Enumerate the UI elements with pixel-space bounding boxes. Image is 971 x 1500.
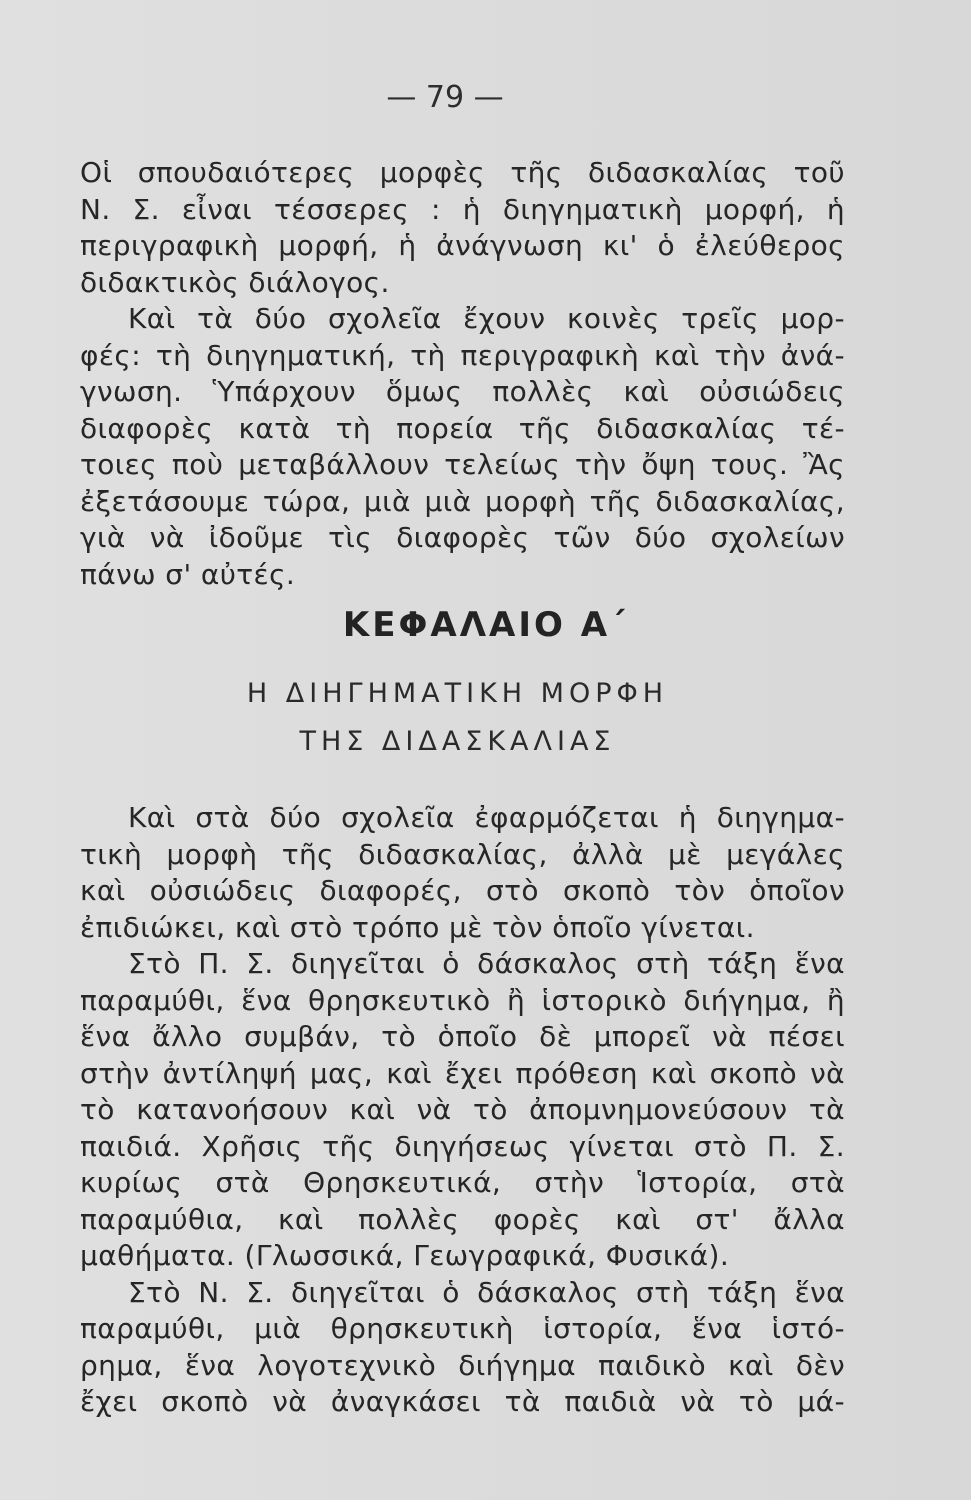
text-line: καὶ οὐσιώδεις διαφορές, στὸ σκοπὸ τὸν ὁποῖον [80,874,845,907]
text-line: διαφορὲς κατὰ τὴ πορεία τῆς διδασκαλίας τέ- [80,411,845,445]
text-line: Καὶ τὰ δύο σχολεῖα ἔχουν κοινὲς τρεῖς μορ- [128,302,845,335]
section-paragraph [80,800,845,1421]
text-line: τὸ κατανοήσουν καὶ νὰ τὸ ἀπομνημονεύσουν τὰ [80,1093,845,1126]
text-line: παιδιά. Χρῆσις τῆς διηγήσεως γίνεται στὸ Π. Σ. [80,1129,845,1163]
text-line: ἐπιδιώκει, καὶ στὸ τρόπο μὲ τὸν ὁποῖο γίνεται. [80,910,755,944]
text-line: Καὶ στὰ δύο σχολεῖα ἐφαρμόζεται ἡ διηγημα- [128,801,845,834]
text-line: διδακτικὸς διάλογος. [80,265,390,299]
text-line: στὴν ἀντίληψή μας, καὶ ἔχει πρόθεση καὶ σκοπὸ νὰ [80,1056,845,1090]
text-line: ρημα, ἕνα λογοτεχνικὸ διήγημα παιδικὸ καὶ δὲν [80,1348,845,1382]
section-title-line-2: ΤΗΣ ΔΙΔΑΣΚΑΛΙΑΣ [299,726,616,757]
text-line: ἕνα ἄλλο συμβάν, τὸ ὁποῖο δὲ μπορεῖ νὰ πέσει [80,1020,845,1053]
text-line: γιὰ νὰ ἰδοῦμε τὶς διαφορὲς τῶν δύο σχολείων [80,521,845,554]
page-number: — 79 — [386,80,504,115]
text-line: Στὸ Ν. Σ. διηγεῖται ὁ δάσκαλος στὴ τάξη ἕνα [128,1275,845,1309]
text-line: παραμύθι, ἕνα θρησκευτικὸ ἢ ἱστορικὸ διήγημα, ἢ [80,983,845,1017]
text-line: παραμύθι, μιὰ θρησκευτικὴ ἱστορία, ἕνα ἱστό- [80,1312,845,1345]
section-title-line-1: Η ΔΙΗΓΗΜΑΤΙΚΗ ΜΟΡΦΗ [246,678,669,709]
text-line: κυρίως στὰ Θρησκευτικά, στὴν Ἱστορία, στὰ [80,1166,845,1199]
text-line: πάνω σ' αὐτές. [80,557,296,591]
text-line: τικὴ μορφὴ τῆς διδασκαλίας, ἀλλὰ μὲ μεγάλες [80,837,845,871]
chapter-heading: ΚΕΦΑΛΑΙΟ Α΄ [342,605,629,645]
text-line: Ν. Σ. εἶναι τέσσερες : ἡ διηγηματικὴ μορφή, ἡ [80,192,845,226]
text-line: μαθήματα. (Γλωσσικά, Γεωγραφικά, Φυσικά). [80,1239,730,1272]
text-line: τοιες ποὺ μεταβάλλουν τελείως τὴν ὄψη τους. Ἂς [80,448,845,481]
text-line: παραμύθια, καὶ πολλὲς φορὲς καὶ στ' ἄλλα [80,1202,845,1236]
text-line: φές: τὴ διηγηματική, τὴ περιγραφικὴ καὶ τὴν ἀνά- [80,338,845,372]
intro-paragraph [80,155,845,593]
text-line: Στὸ Π. Σ. διηγεῖται ὁ δάσκαλος στὴ τάξη ἕνα [128,947,845,980]
text-line: περιγραφικὴ μορφή, ἡ ἀνάγνωση κι' ὁ ἐλεύθερος [80,229,845,262]
text-line: ἐξετάσουμε τώρα, μιὰ μιὰ μορφὴ τῆς διδασκαλίας, [80,484,845,518]
text-line: γνωση. Ὑπάρχουν ὅμως πολλὲς καὶ οὐσιώδεις [80,375,845,408]
text-line: ἔχει σκοπὸ νὰ ἀναγκάσει τὰ παιδιὰ νὰ τὸ μά- [80,1385,845,1418]
text-line: Οἱ σπουδαιότερες μορφὲς τῆς διδασκαλίας τοῦ [80,156,845,189]
